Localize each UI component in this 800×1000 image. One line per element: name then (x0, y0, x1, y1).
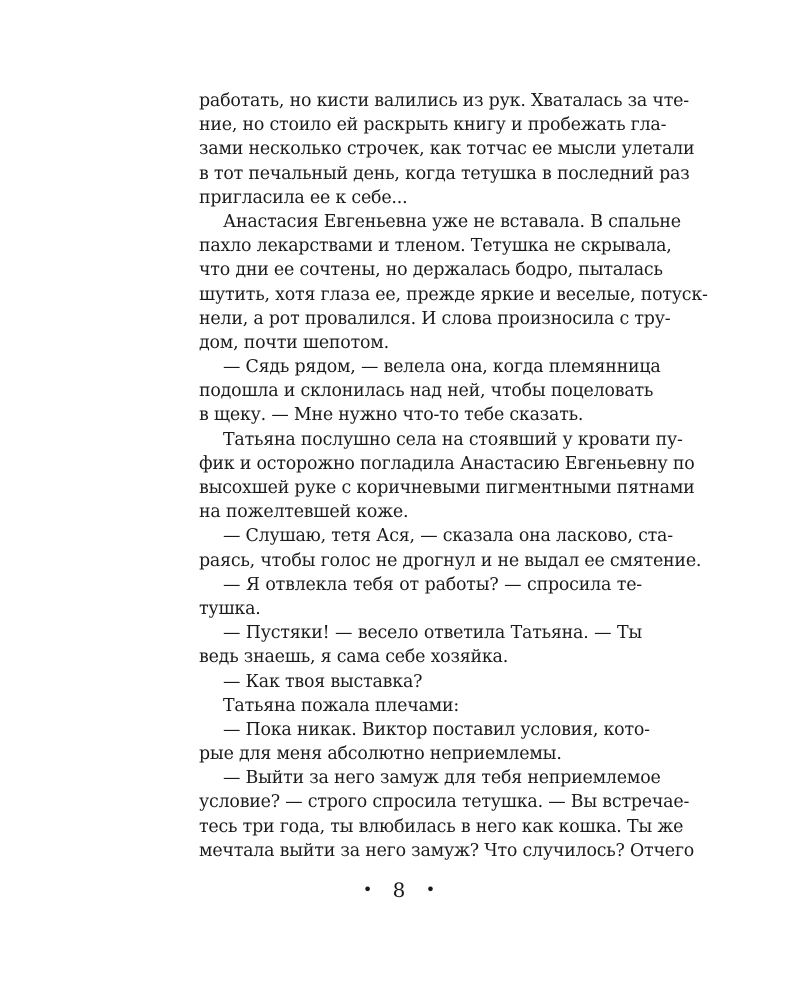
text-line: фик и осторожно погладила Анастасию Евгеньевну по (199, 453, 695, 474)
text-line: пахло лекарствами и тленом. Тетушка не скрывала, (199, 236, 672, 257)
left-bullet: • (362, 880, 375, 899)
page-number: 8 (392, 878, 408, 902)
text-line: — Сядь рядом, — велела она, когда племянница (223, 357, 661, 378)
text-line: ние, но стоило ей раскрыть книгу и пробежать гла- (199, 115, 667, 136)
text-line: — Пока никак. Виктор поставил условия, кото- (223, 719, 650, 740)
text-line: мечтала выйти за него замуж? Что случилось? Отчего (199, 840, 695, 861)
text-line: дом, почти шепотом. (199, 332, 389, 353)
text-line: рые для меня абсолютно неприемлемы. (199, 744, 562, 765)
text-line: подошла и склонилась над ней, чтобы поцеловать (199, 381, 654, 402)
text-line: — Выйти за него замуж для тебя неприемлемое (223, 768, 661, 789)
body-text (199, 89, 708, 863)
text-line: на пожелтевшей коже. (199, 502, 409, 523)
text-line: Анастасия Евгеньевна уже не вставала. В спальне (223, 211, 681, 232)
text-line: ведь знаешь, я сама себе хозяйка. (199, 647, 509, 668)
text-line: зами несколько строчек, как тотчас ее мысли улетали (199, 139, 695, 160)
page-footer (0, 878, 800, 902)
text-line: нели, а рот провалился. И слова произносила с тру- (199, 308, 671, 329)
text-line: — Как твоя выставка? (223, 671, 423, 692)
text-line: тушка. (199, 598, 261, 619)
text-line: Татьяна пожала плечами: (223, 695, 460, 716)
text-line: — Слушаю, тетя Ася, — сказала она ласково, ста- (223, 526, 673, 547)
text-line: тесь три года, ты влюбилась в него как кошка. Ты же (199, 816, 684, 837)
text-line: — Пустяки! — весело ответила Татьяна. — Ты (223, 623, 642, 644)
text-line: в тот печальный день, когда тетушка в последний раз (199, 163, 690, 184)
text-line: условие? — строго спросила тетушка. — Вы встречае- (199, 792, 690, 813)
text-line: в щеку. — Мне нужно что-то тебе сказать. (199, 405, 584, 426)
text-line: работать, но кисти валились из рук. Хваталась за чте- (199, 91, 689, 111)
text-line: пригласила ее к себе... (199, 187, 408, 208)
text-line: шутить, хотя глаза ее, прежде яркие и веселые, потуск- (199, 284, 708, 305)
text-line: высохшей руке с коричневыми пигментными пятнами (199, 478, 695, 498)
text-line: что дни ее сочтены, но держалась бодро, пыталась (199, 260, 663, 281)
text-line: Татьяна послушно села на стоявший у кровати пу- (223, 429, 683, 450)
text-line: — Я отвлекла тебя от работы? — спросила те- (223, 574, 642, 595)
right-bullet: • (425, 880, 438, 899)
text-line: раясь, чтобы голос не дрогнул и не выдал ее смятение. (199, 550, 702, 571)
